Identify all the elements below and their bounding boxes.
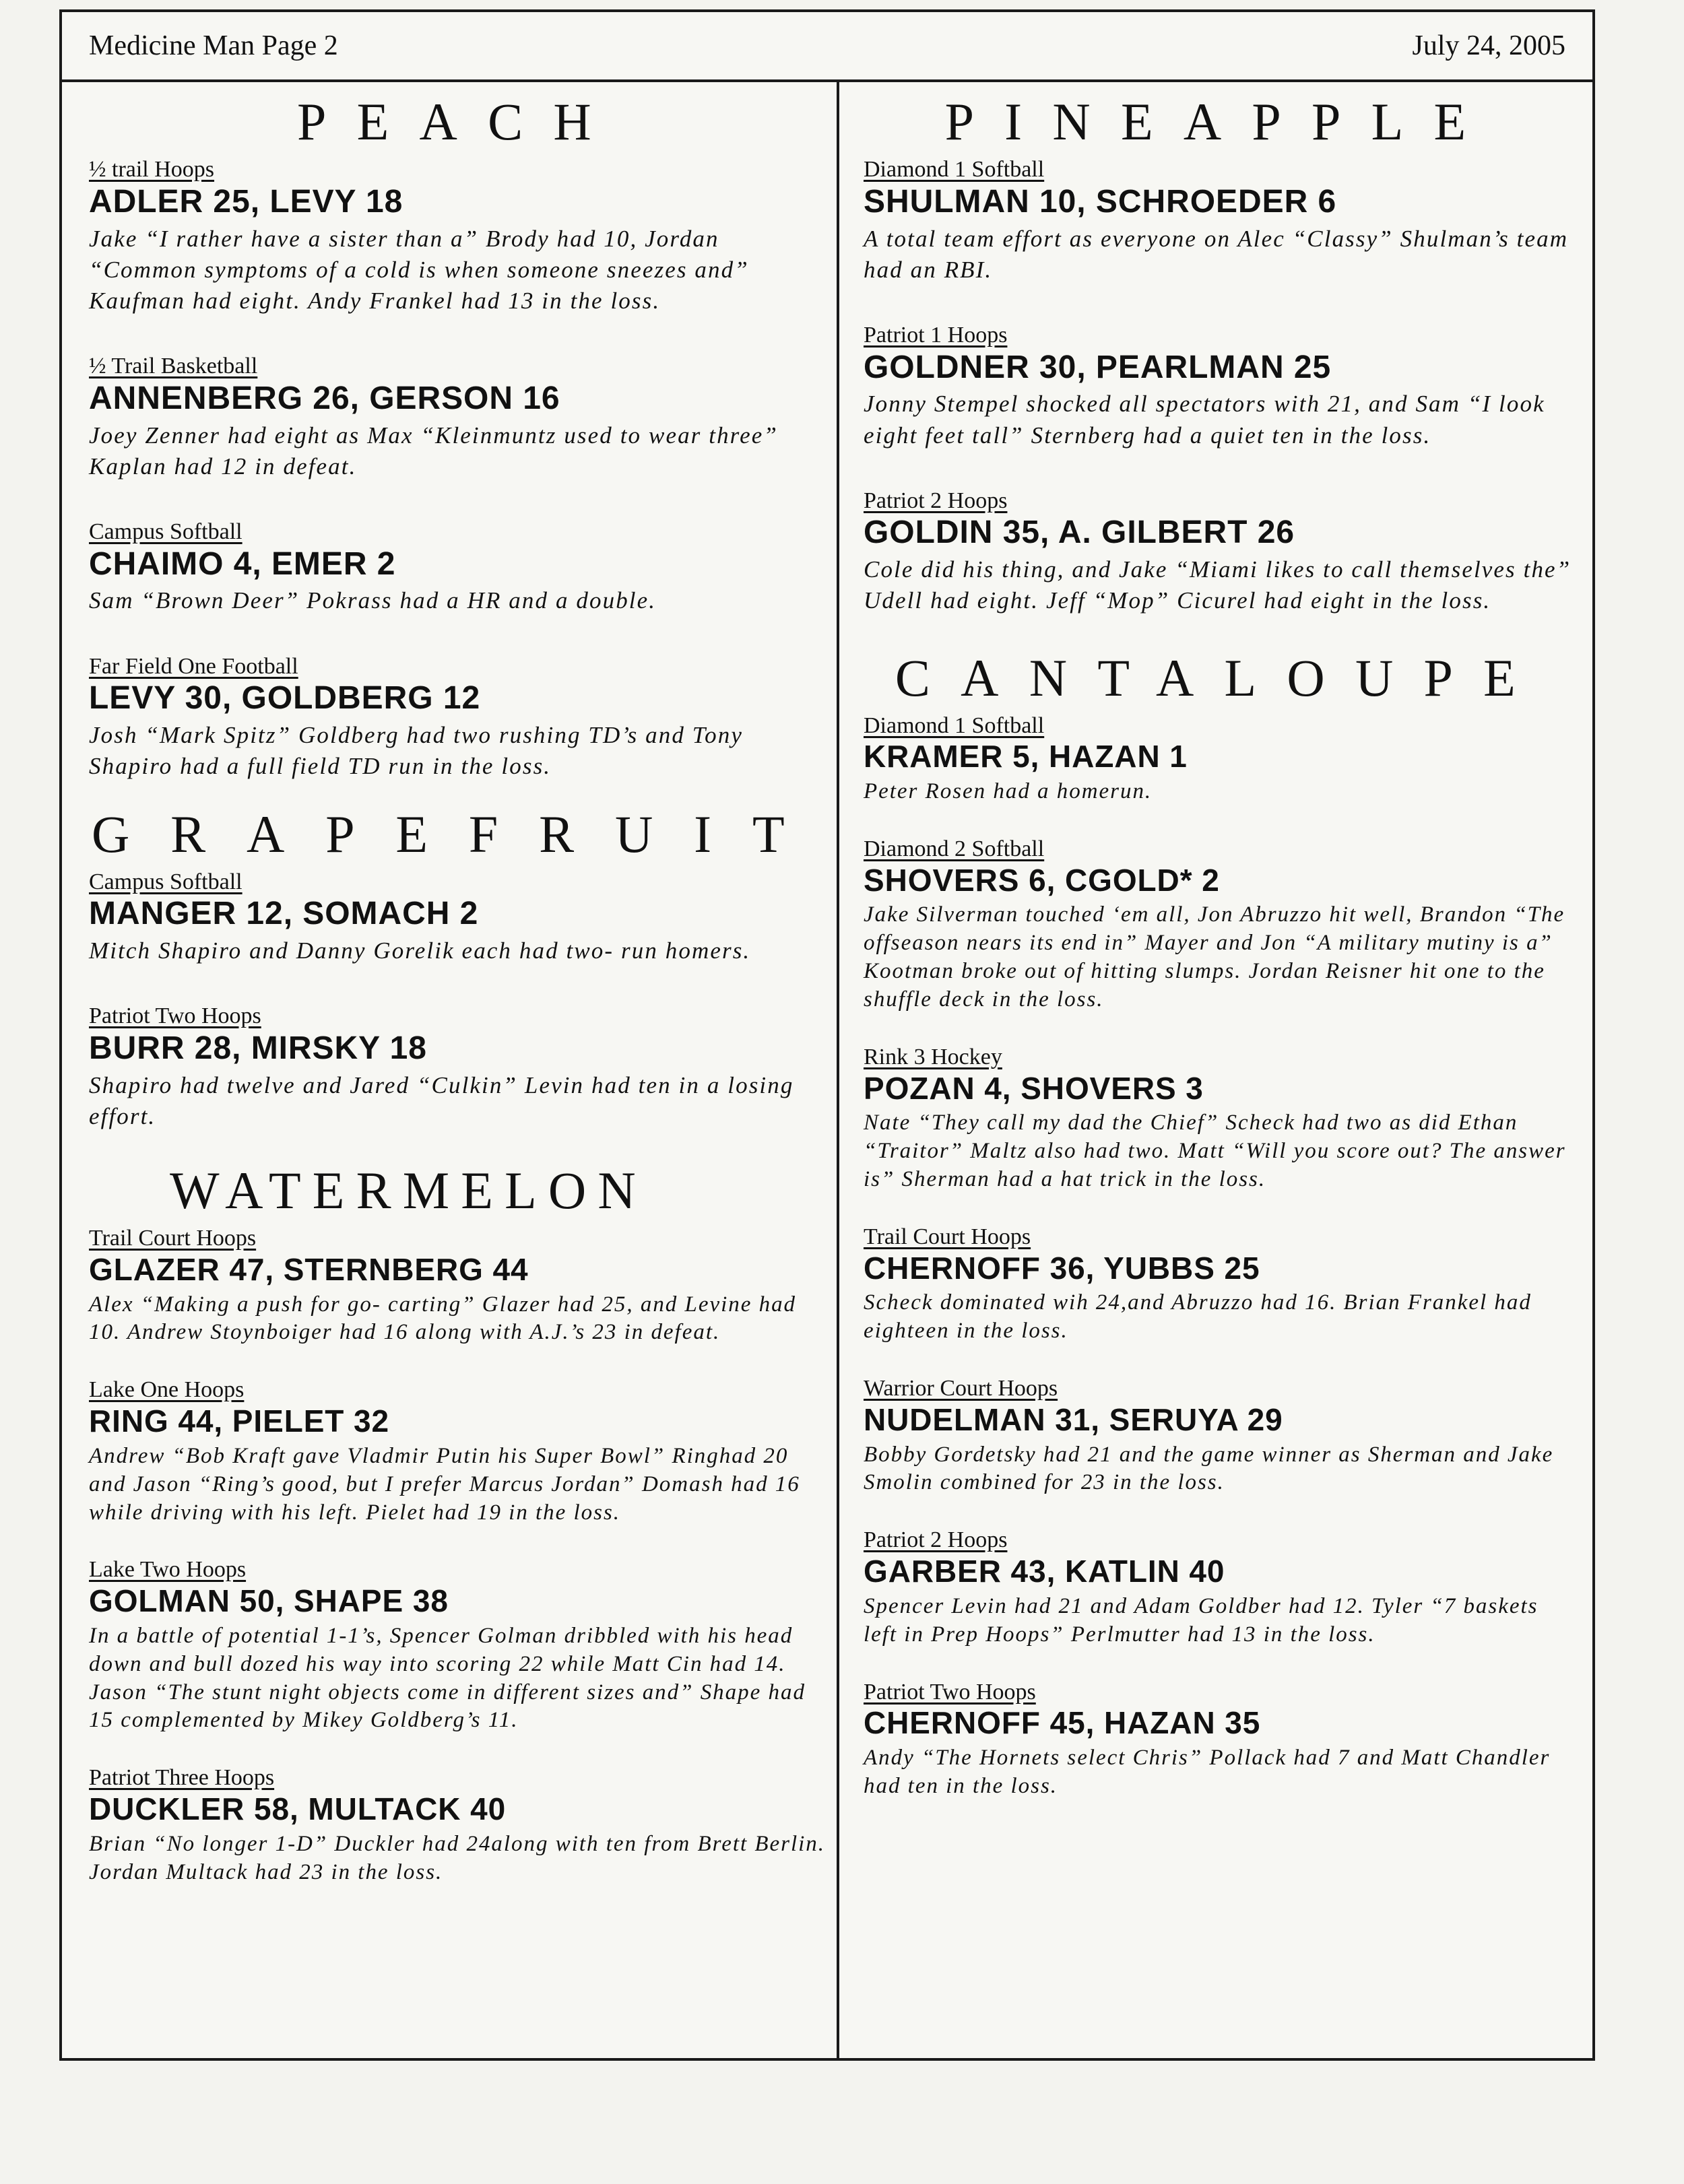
game-score: MANGER 12, SOMACH 2 xyxy=(89,896,479,932)
game-entry xyxy=(89,1766,830,1886)
game-score: POZAN 4, SHOVERS 3 xyxy=(864,1070,1204,1106)
game-score: GOLDNER 30, PEARLMAN 25 xyxy=(864,349,1332,385)
game-recap: Jonny Stempel shocked all spectators with 21, and Sam “I look eight feet tall” Sternberg had a quiet ten in the loss. xyxy=(864,391,1545,449)
section-peach xyxy=(89,158,830,783)
newsletter-page xyxy=(59,9,1595,2061)
game-recap: Peter Rosen had a homerun. xyxy=(864,779,1153,804)
game-score: DUCKLER 58, MULTACK 40 xyxy=(89,1791,507,1827)
section-grapefruit xyxy=(89,870,830,1133)
game-entry xyxy=(864,489,1578,617)
section-title-peach: PEACH xyxy=(297,92,622,151)
game-venue: Trail Court Hoops xyxy=(864,1224,1031,1249)
game-recap: Andy “The Hornets select Chris” Pollack had 7 and Matt Chandler had ten in the loss. xyxy=(864,1745,1551,1798)
section-pineapple xyxy=(864,158,1578,617)
section-title-pineapple: PINEAPPLE xyxy=(944,92,1497,151)
game-venue: Patriot 2 Hoops xyxy=(864,1527,1008,1553)
game-recap: Brian “No longer 1-D” Duckler had 24along with ten from Brett Berlin. Jordan Multack had 23 in the loss. xyxy=(89,1831,825,1884)
header-date: July 24, 2005 xyxy=(1412,30,1565,61)
game-venue: Campus Softball xyxy=(89,519,242,544)
game-score: SHULMAN 10, SCHROEDER 6 xyxy=(864,183,1337,220)
section-title-cantaloupe: CANTALOUPE xyxy=(895,648,1547,707)
header-title: Medicine Man Page 2 xyxy=(89,30,338,61)
game-score: GLAZER 47, STERNBERG 44 xyxy=(89,1251,529,1287)
game-score: ANNENBERG 26, GERSON 16 xyxy=(89,380,560,416)
game-recap: Alex “Making a push for go- carting” Glazer had 25, and Levine had 10. Andrew Stoynboiger had 16 along with A.J.’s 23 in defeat. xyxy=(89,1292,797,1345)
game-score: CHAIMO 4, EMER 2 xyxy=(89,545,396,582)
game-entry xyxy=(864,837,1578,1014)
game-entry xyxy=(89,1004,830,1132)
game-venue: Diamond 2 Softball xyxy=(864,836,1045,861)
game-venue: Patriot Three Hoops xyxy=(89,1765,275,1791)
game-recap: A total team effort as everyone on Alec “Classy” Shulman’s team had an RBI. xyxy=(864,225,1569,283)
section-title-grapefruit: GRAPEFRUIT xyxy=(92,804,826,863)
game-score: ADLER 25, LEVY 18 xyxy=(89,183,403,220)
game-venue: Diamond 1 Softball xyxy=(864,157,1045,182)
game-venue: Patriot 2 Hoops xyxy=(864,488,1008,513)
game-venue: Patriot 1 Hoops xyxy=(864,322,1008,348)
game-entry xyxy=(89,655,830,783)
game-venue: Rink 3 Hockey xyxy=(864,1044,1002,1069)
game-entry xyxy=(89,1226,830,1347)
game-venue: Trail Court Hoops xyxy=(89,1226,257,1251)
column-divider xyxy=(837,82,839,2058)
game-entry xyxy=(89,158,830,317)
game-recap: Nate “They call my dad the Chief” Scheck had two as did Ethan “Traitor” Maltz also had two. Matt “Will you score out? The answer is” Sherman had a hat trick in the loss. xyxy=(864,1111,1566,1192)
game-recap: Scheck dominated wih 24,and Abruzzo had 16. Brian Frankel had eighteen in the loss. xyxy=(864,1290,1532,1344)
game-entry xyxy=(864,158,1578,286)
game-entry xyxy=(89,1378,830,1527)
game-score: SHOVERS 6, CGOLD* 2 xyxy=(864,862,1220,898)
game-score: GARBER 43, KATLIN 40 xyxy=(864,1554,1225,1589)
game-venue: ½ Trail Basketball xyxy=(89,354,258,379)
game-entry xyxy=(864,1680,1578,1801)
game-recap: Cole did his thing, and Jake “Miami likes to call themselves the” Udell had eight. Jeff “Mop” Cicurel had eight in the loss. xyxy=(864,556,1572,614)
right-column xyxy=(864,82,1578,1832)
section-title-watermelon: WATERMELON xyxy=(170,1161,647,1220)
game-venue: Warrior Court Hoops xyxy=(864,1376,1058,1401)
game-recap: Joey Zenner had eight as Max “Kleinmuntz used to wear three” Kaplan had 12 in defeat. xyxy=(89,422,778,479)
game-score: NUDELMAN 31, SERUYA 29 xyxy=(864,1401,1283,1437)
game-entry xyxy=(864,1528,1578,1649)
game-entry xyxy=(89,354,830,482)
section-cantaloupe xyxy=(864,714,1578,1801)
game-venue: ½ trail Hoops xyxy=(89,157,215,182)
game-venue: Campus Softball xyxy=(89,869,242,894)
page-header xyxy=(62,12,1592,82)
game-venue: Patriot Two Hoops xyxy=(89,1003,261,1029)
game-recap: Jake “I rather have a sister than a” Brody had 10, Jordan “Common symptoms of a cold is when someone sneezes and” Kaufman had eight. Andy Frankel had 13 in the loss. xyxy=(89,225,749,314)
game-entry xyxy=(89,870,830,967)
game-venue: Diamond 1 Softball xyxy=(864,713,1045,738)
game-score: KRAMER 5, HAZAN 1 xyxy=(864,739,1188,774)
game-score: CHERNOFF 45, HAZAN 35 xyxy=(864,1705,1261,1741)
game-recap: Spencer Levin had 21 and Adam Goldber had 12. Tyler “7 baskets left in Prep Hoops” Perlmutter had 13 in the loss. xyxy=(864,1593,1539,1647)
game-recap: Andrew “Bob Kraft gave Vladmir Putin his Super Bowl” Ringhad 20 and Jason “Ring’s good, but I prefer Marcus Jordan” Domash had 16 while driving with his left. Pielet had 19 in the loss. xyxy=(89,1443,800,1525)
game-venue: Patriot Two Hoops xyxy=(864,1679,1036,1705)
game-score: LEVY 30, GOLDBERG 12 xyxy=(89,680,481,717)
game-entry xyxy=(864,1045,1578,1194)
game-recap: Bobby Gordetsky had 21 and the game winner as Sherman and Jake Smolin combined for 23 in the loss. xyxy=(864,1442,1554,1495)
game-recap: In a battle of potential 1-1’s, Spencer Golman dribbled with his head down and bull dozed his way into scoring 22 while Matt Cin had 14. Jason “The stunt night objects come in different sizes and” Shape had 15 complemented by Mikey Goldberg’s 11. xyxy=(89,1623,806,1733)
game-score: CHERNOFF 36, YUBBS 25 xyxy=(864,1250,1260,1286)
game-entry xyxy=(864,714,1578,806)
game-entry xyxy=(864,1225,1578,1346)
game-venue: Far Field One Football xyxy=(89,653,298,679)
game-recap: Josh “Mark Spitz” Goldberg had two rushing TD’s and Tony Shapiro had a full field TD run in the loss. xyxy=(89,722,743,780)
game-score: GOLMAN 50, SHAPE 38 xyxy=(89,1583,449,1619)
game-recap: Sam “Brown Deer” Pokrass had a HR and a double. xyxy=(89,587,657,614)
game-entry xyxy=(864,323,1578,451)
game-score: RING 44, PIELET 32 xyxy=(89,1403,390,1439)
game-entry xyxy=(89,520,830,617)
game-venue: Lake Two Hoops xyxy=(89,1557,247,1583)
game-entry xyxy=(89,1558,830,1735)
game-venue: Lake One Hoops xyxy=(89,1377,245,1403)
game-score: GOLDIN 35, A. GILBERT 26 xyxy=(864,515,1295,551)
left-column xyxy=(89,82,830,1918)
game-entry xyxy=(864,1377,1578,1497)
game-recap: Jake Silverman touched ‘em all, Jon Abruzzo hit well, Brandon “The offseason nears its end in” Mayer and Jon “A military mutiny is a” Kootman broke out of hitting slumps. Jordan Reisner hit one to the shuffle deck in the loss. xyxy=(864,902,1565,1012)
game-score: BURR 28, MIRSKY 18 xyxy=(89,1030,427,1066)
game-recap: Mitch Shapiro and Danny Gorelik each had two- run homers. xyxy=(89,937,751,964)
section-watermelon xyxy=(89,1226,830,1886)
game-recap: Shapiro had twelve and Jared “Culkin” Levin had ten in a losing effort. xyxy=(89,1071,794,1129)
